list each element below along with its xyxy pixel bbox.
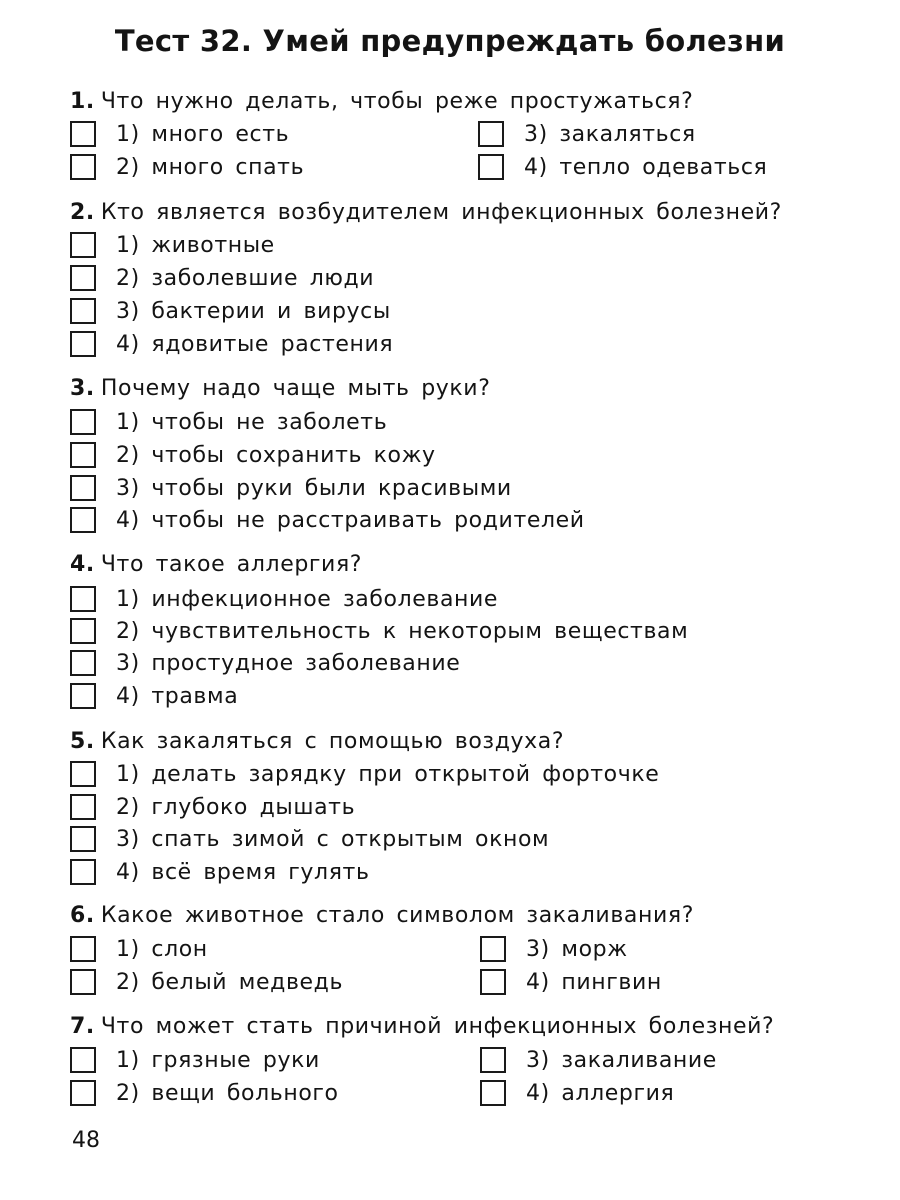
q5-option-2-checkbox[interactable] bbox=[70, 794, 96, 820]
question-2-number: 2. bbox=[70, 200, 95, 225]
q1-option-1-label: 1) много есть bbox=[116, 121, 290, 147]
q2-option-1-checkbox[interactable] bbox=[70, 232, 96, 258]
q2-option-1-label: 1) животные bbox=[116, 232, 275, 258]
q1-option-4-label: 4) тепло одеваться bbox=[524, 154, 768, 180]
q6-option-2-checkbox[interactable] bbox=[70, 969, 96, 995]
q5-option-1-checkbox[interactable] bbox=[70, 761, 96, 787]
question-3-number: 3. bbox=[70, 376, 95, 401]
q3-option-2[interactable] bbox=[70, 440, 436, 470]
q1-option-3-label: 3) закаляться bbox=[524, 121, 696, 147]
q7-option-1-label: 1) грязные руки bbox=[116, 1047, 320, 1073]
page-number: 48 bbox=[72, 1128, 100, 1153]
q3-option-3[interactable] bbox=[70, 473, 512, 503]
question-3 bbox=[70, 376, 490, 401]
q1-option-4[interactable] bbox=[478, 152, 767, 182]
q4-option-1-label: 1) инфекционное заболевание bbox=[116, 586, 499, 612]
question-7-number: 7. bbox=[70, 1014, 95, 1039]
q4-option-1[interactable] bbox=[70, 584, 498, 614]
q5-option-3-label: 3) спать зимой с открытым окном bbox=[116, 826, 550, 852]
q4-option-1-checkbox[interactable] bbox=[70, 586, 96, 612]
question-6-number: 6. bbox=[70, 903, 95, 928]
q1-option-2[interactable] bbox=[70, 152, 304, 182]
q5-option-4-checkbox[interactable] bbox=[70, 859, 96, 885]
question-2 bbox=[70, 200, 782, 225]
q6-option-4-label: 4) пингвин bbox=[526, 969, 662, 995]
q3-option-4-checkbox[interactable] bbox=[70, 507, 96, 533]
q5-option-1-label: 1) делать зарядку при открытой форточке bbox=[116, 761, 660, 787]
q4-option-4-label: 4) травма bbox=[116, 683, 239, 709]
q6-option-1-checkbox[interactable] bbox=[70, 936, 96, 962]
q7-option-2-label: 2) вещи больного bbox=[116, 1080, 339, 1106]
q6-option-4-checkbox[interactable] bbox=[480, 969, 506, 995]
question-4-text: Что такое аллергия? bbox=[100, 552, 363, 577]
question-5 bbox=[70, 729, 564, 754]
q5-option-3[interactable] bbox=[70, 824, 549, 854]
q1-option-1[interactable] bbox=[70, 119, 289, 149]
q4-option-2-label: 2) чувствительность к некоторым веществам bbox=[116, 618, 689, 644]
q1-option-2-label: 2) много спать bbox=[116, 154, 305, 180]
question-5-text: Как закаляться с помощью воздуха? bbox=[100, 729, 565, 754]
question-1-number: 1. bbox=[70, 89, 95, 114]
q7-option-3-label: 3) закаливание bbox=[526, 1047, 717, 1073]
q3-option-3-checkbox[interactable] bbox=[70, 475, 96, 501]
q6-option-3[interactable] bbox=[480, 934, 628, 964]
question-5-number: 5. bbox=[70, 729, 95, 754]
question-7 bbox=[70, 1014, 774, 1039]
q7-option-1-checkbox[interactable] bbox=[70, 1047, 96, 1073]
q7-option-2-checkbox[interactable] bbox=[70, 1080, 96, 1106]
q2-option-4-checkbox[interactable] bbox=[70, 331, 96, 357]
question-6 bbox=[70, 903, 694, 928]
q4-option-3-label: 3) простудное заболевание bbox=[116, 650, 461, 676]
q5-option-2[interactable] bbox=[70, 792, 355, 822]
q6-option-2-label: 2) белый медведь bbox=[116, 969, 344, 995]
q5-option-2-label: 2) глубоко дышать bbox=[116, 794, 356, 820]
q1-option-2-checkbox[interactable] bbox=[70, 154, 96, 180]
q1-option-3[interactable] bbox=[478, 119, 696, 149]
q4-option-4[interactable] bbox=[70, 681, 238, 711]
q7-option-4[interactable] bbox=[480, 1078, 674, 1108]
q1-option-4-checkbox[interactable] bbox=[478, 154, 504, 180]
q4-option-4-checkbox[interactable] bbox=[70, 683, 96, 709]
question-1 bbox=[70, 89, 693, 114]
q4-option-2[interactable] bbox=[70, 616, 688, 646]
q1-option-1-checkbox[interactable] bbox=[70, 121, 96, 147]
q3-option-4[interactable] bbox=[70, 505, 585, 535]
question-3-text: Почему надо чаще мыть руки? bbox=[100, 376, 491, 401]
question-6-text: Какое животное стало символом закаливания? bbox=[100, 903, 694, 928]
q7-option-3[interactable] bbox=[480, 1045, 717, 1075]
q3-option-1-label: 1) чтобы не заболеть bbox=[116, 409, 388, 435]
q2-option-3-checkbox[interactable] bbox=[70, 298, 96, 324]
question-7-text: Что может стать причиной инфекционных болезней? bbox=[100, 1014, 775, 1039]
q5-option-4[interactable] bbox=[70, 857, 370, 887]
q6-option-3-label: 3) морж bbox=[526, 936, 628, 962]
q2-option-2-checkbox[interactable] bbox=[70, 265, 96, 291]
q5-option-1[interactable] bbox=[70, 759, 659, 789]
question-4 bbox=[70, 552, 362, 577]
q7-option-4-checkbox[interactable] bbox=[480, 1080, 506, 1106]
question-4-number: 4. bbox=[70, 552, 95, 577]
q6-option-1[interactable] bbox=[70, 934, 208, 964]
q2-option-4[interactable] bbox=[70, 329, 393, 359]
q4-option-3-checkbox[interactable] bbox=[70, 650, 96, 676]
q3-option-3-label: 3) чтобы руки были красивыми bbox=[116, 475, 512, 501]
q3-option-4-label: 4) чтобы не расстраивать родителей bbox=[116, 507, 585, 533]
q3-option-1[interactable] bbox=[70, 407, 387, 437]
q2-option-3-label: 3) бактерии и вирусы bbox=[116, 298, 391, 324]
q3-option-2-label: 2) чтобы сохранить кожу bbox=[116, 442, 436, 468]
q7-option-1[interactable] bbox=[70, 1045, 320, 1075]
q2-option-4-label: 4) ядовитые растения bbox=[116, 331, 394, 357]
q6-option-1-label: 1) слон bbox=[116, 936, 208, 962]
q6-option-3-checkbox[interactable] bbox=[480, 936, 506, 962]
page-title: Тест 32. Умей предупреждать болезни bbox=[114, 24, 786, 58]
q2-option-1[interactable] bbox=[70, 230, 275, 260]
question-2-text: Кто является возбудителем инфекционных болезней? bbox=[100, 200, 782, 225]
q4-option-3[interactable] bbox=[70, 648, 460, 678]
q7-option-4-label: 4) аллергия bbox=[526, 1080, 675, 1106]
q7-option-2[interactable] bbox=[70, 1078, 339, 1108]
question-1-text: Что нужно делать, чтобы реже простужаться? bbox=[100, 89, 694, 114]
q5-option-3-checkbox[interactable] bbox=[70, 826, 96, 852]
q3-option-2-checkbox[interactable] bbox=[70, 442, 96, 468]
q3-option-1-checkbox[interactable] bbox=[70, 409, 96, 435]
q4-option-2-checkbox[interactable] bbox=[70, 618, 96, 644]
q5-option-4-label: 4) всё время гулять bbox=[116, 859, 370, 885]
q6-option-4[interactable] bbox=[480, 967, 662, 997]
q2-option-3[interactable] bbox=[70, 296, 391, 326]
q6-option-2[interactable] bbox=[70, 967, 343, 997]
q2-option-2-label: 2) заболевшие люди bbox=[116, 265, 375, 291]
q1-option-3-checkbox[interactable] bbox=[478, 121, 504, 147]
q7-option-3-checkbox[interactable] bbox=[480, 1047, 506, 1073]
q2-option-2[interactable] bbox=[70, 263, 374, 293]
